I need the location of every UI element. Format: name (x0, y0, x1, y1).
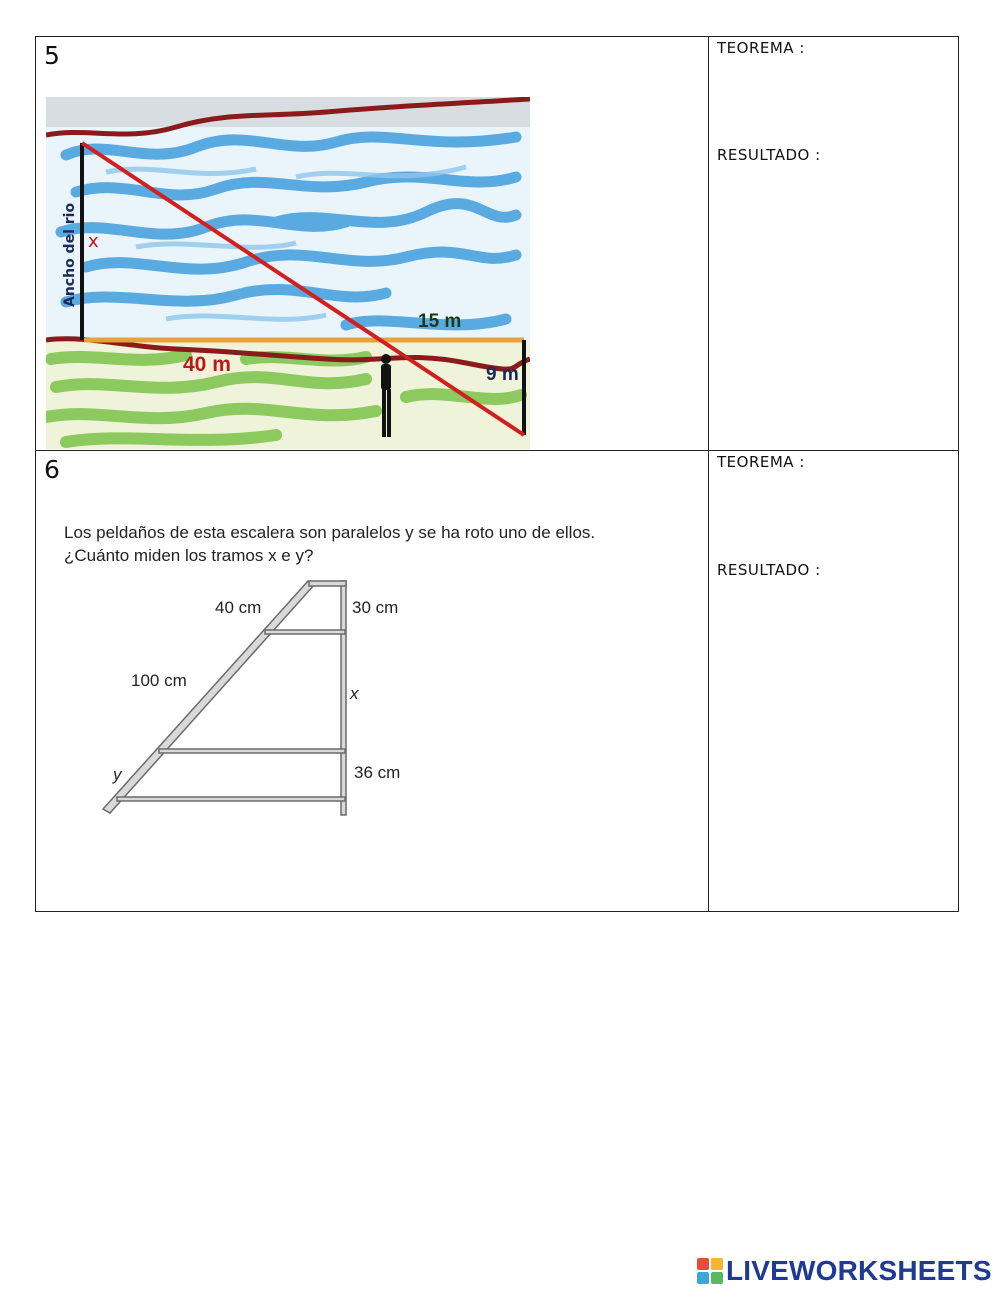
length-40m-label: 40 m (183, 353, 231, 376)
problem-6-theorem-answer-box[interactable] (680, 476, 910, 516)
unknown-x-label: x (88, 231, 99, 252)
rung-1 (265, 630, 345, 634)
rung-2 (159, 749, 345, 753)
brand-name: LIVEWORKSHEETS (726, 1255, 992, 1286)
problem-5-theorem-label: TEOREMA : (717, 39, 805, 57)
row-divider (36, 450, 958, 451)
ladder-figure (95, 575, 435, 825)
problem-6-result-answer-box[interactable] (680, 584, 910, 624)
segment-y-label: y (113, 765, 122, 784)
length-15m-label: 15 m (418, 311, 462, 332)
river-width-label: Ancho del rio (62, 202, 78, 307)
segment-40cm-label: 40 cm (215, 598, 262, 617)
vertical-rail (341, 581, 346, 815)
segment-30cm-label: 30 cm (352, 598, 399, 617)
problem-6-theorem-label: TEOREMA : (717, 453, 805, 471)
problem-5-result-answer-box[interactable] (680, 170, 910, 210)
problem-6-question-line2: ¿Cuánto miden los tramos x e y? (64, 546, 314, 565)
slanted-rail (103, 581, 315, 813)
problem-5-theorem-answer-box[interactable] (680, 62, 910, 102)
segment-x-label: x (350, 684, 359, 703)
ladder-top-cap (309, 581, 346, 586)
column-divider (708, 37, 709, 911)
height-9m-label: 9 m (486, 364, 519, 385)
problem-5-result-label: RESULTADO : (717, 146, 821, 164)
liveworksheets-brand[interactable] (697, 1256, 992, 1286)
problem-6-result-label: RESULTADO : (717, 561, 821, 579)
rung-3 (117, 797, 345, 801)
problem-6-number: 6 (44, 455, 60, 484)
liveworksheets-logo-icon (697, 1258, 723, 1284)
person-silhouette (381, 354, 391, 437)
problem-5-number: 5 (44, 41, 60, 70)
problem-6-statement-line1: Los peldaños de esta escalera son paralelos y se ha roto uno de ellos. (64, 523, 596, 542)
segment-36cm-label: 36 cm (354, 763, 401, 782)
river-width-figure (46, 97, 530, 449)
segment-100cm-label: 100 cm (131, 671, 187, 690)
